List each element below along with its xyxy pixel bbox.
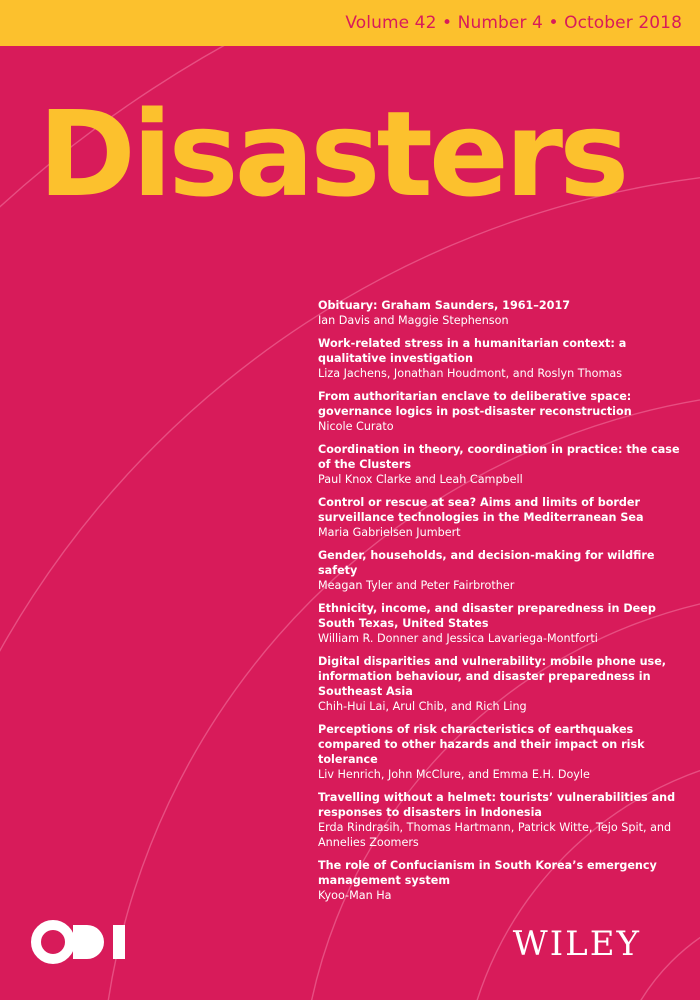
odi-logo-d	[73, 925, 104, 959]
article-title: Gender, households, and decision-making for wildfire safety	[318, 549, 655, 577]
article-authors: Erda Rindrasih, Thomas Hartmann, Patrick Witte, Tejo Spit, and Annelies Zoomers	[318, 821, 672, 849]
article-authors: Ian Davis and Maggie Stephenson	[318, 314, 509, 327]
journal-title: Disasters	[38, 85, 626, 223]
issue-line: Volume 42 • Number 4 • October 2018	[345, 13, 682, 33]
toc-entry[interactable]	[318, 495, 690, 540]
toc-entry[interactable]	[318, 790, 690, 850]
article-authors: Meagan Tyler and Peter Fairbrother	[318, 579, 515, 592]
odi-logo	[29, 917, 131, 967]
article-authors: Nicole Curato	[318, 420, 394, 433]
article-authors: Liv Henrich, John McClure, and Emma E.H. Doyle	[318, 768, 590, 781]
article-title: Travelling without a helmet: tourists’ vulnerabilities and responses to disasters in Indonesia	[318, 791, 676, 819]
toc-entry[interactable]	[318, 389, 690, 434]
article-authors: Kyoo-Man Ha	[318, 889, 392, 902]
article-title: Control or rescue at sea? Aims and limits of border surveillance technologies in the Mediterranean Sea	[318, 496, 644, 524]
odi-logo-o	[36, 925, 70, 959]
article-title: Ethnicity, income, and disaster preparedness in Deep South Texas, United States	[318, 602, 656, 630]
table-of-contents	[318, 298, 690, 911]
toc-entry[interactable]	[318, 858, 690, 903]
publisher-logo: WILEY	[512, 924, 641, 964]
toc-entry[interactable]	[318, 548, 690, 593]
issue-bar	[0, 0, 700, 46]
article-title: Coordination in theory, coordination in practice: the case of the Clusters	[318, 443, 680, 471]
toc-entry[interactable]	[318, 654, 690, 714]
article-authors: Chih-Hui Lai, Arul Chib, and Rich Ling	[318, 700, 527, 713]
article-title: Perceptions of risk characteristics of earthquakes compared to other hazards and their impact on risk tolerance	[318, 723, 645, 766]
article-title: From authoritarian enclave to deliberative space: governance logics in post-disaster reconstruction	[318, 390, 632, 418]
article-authors: Maria Gabrielsen Jumbert	[318, 526, 461, 539]
toc-entry[interactable]	[318, 442, 690, 487]
toc-entry[interactable]	[318, 722, 690, 782]
article-authors: Paul Knox Clarke and Leah Campbell	[318, 473, 523, 486]
toc-entry[interactable]	[318, 298, 690, 328]
toc-entry[interactable]	[318, 336, 690, 381]
article-title: The role of Confucianism in South Korea’s emergency management system	[318, 859, 657, 887]
odi-logo-i	[113, 925, 125, 959]
article-authors: Liza Jachens, Jonathan Houdmont, and Roslyn Thomas	[318, 367, 623, 380]
article-title: Work-related stress in a humanitarian context: a qualitative investigation	[318, 337, 627, 365]
article-authors: William R. Donner and Jessica Lavariega-Montforti	[318, 632, 598, 645]
toc-entry[interactable]	[318, 601, 690, 646]
article-title: Digital disparities and vulnerability: mobile phone use, information behaviour, and disaster preparedness in Southeast Asia	[318, 655, 667, 698]
article-title: Obituary: Graham Saunders, 1961–2017	[318, 299, 571, 312]
